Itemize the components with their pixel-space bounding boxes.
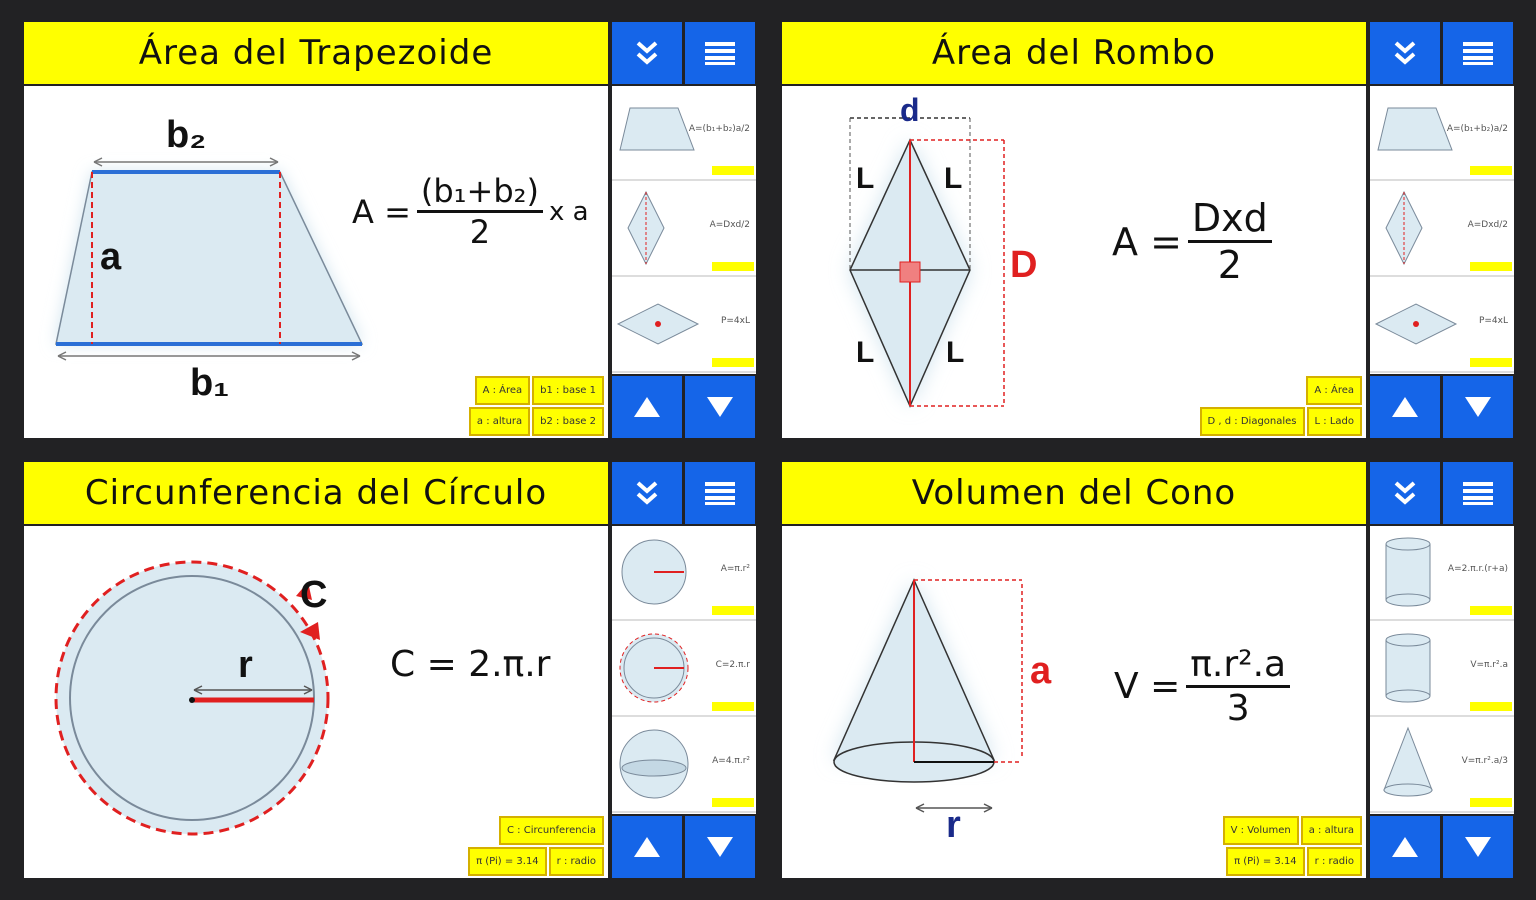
scroll-down-button[interactable] xyxy=(685,816,755,878)
double-chevron-down-icon xyxy=(634,39,660,67)
legend xyxy=(466,814,604,876)
thumbnail-list xyxy=(612,526,756,814)
thumbnail-label: C=2.π.r xyxy=(715,660,750,670)
formula-text: C = 2.π.r xyxy=(390,644,551,685)
thumbnail-circle-area[interactable] xyxy=(612,526,756,621)
label-b1: b₁ xyxy=(190,362,229,404)
thumbnail-list xyxy=(1370,86,1514,374)
thumbnail-label: A=π.r² xyxy=(720,564,750,574)
formula-denominator: 2 xyxy=(469,213,491,251)
formula-tail: x a xyxy=(548,196,589,227)
expand-button[interactable] xyxy=(1370,462,1440,524)
thumbnail-label: P=4xL xyxy=(720,316,750,326)
expand-button[interactable] xyxy=(1370,22,1440,84)
scroll-up-button[interactable] xyxy=(1370,376,1440,438)
double-chevron-down-icon xyxy=(1392,479,1418,507)
menu-icon xyxy=(1463,480,1493,506)
thumbnail-rhombus[interactable] xyxy=(1370,182,1514,277)
diagram-area xyxy=(782,526,1366,878)
legend-item: C : Circunferencia xyxy=(499,816,604,845)
legend-item: r : radio xyxy=(549,847,604,876)
arrow-up-icon xyxy=(1391,835,1419,859)
thumbnail-label: A=Dxd/2 xyxy=(709,220,750,230)
arrow-down-icon xyxy=(706,395,734,419)
formula-lhs: V = xyxy=(1114,666,1181,707)
legend-item: a : altura xyxy=(1301,816,1362,845)
thumbnail-circle-circumference[interactable] xyxy=(612,622,756,717)
thumbnail-trapezoid[interactable] xyxy=(612,86,756,181)
legend-item: π (Pi) = 3.14 xyxy=(468,847,547,876)
scroll-up-button[interactable] xyxy=(612,376,682,438)
legend xyxy=(1198,374,1362,436)
menu-icon xyxy=(1463,40,1493,66)
arrow-down-icon xyxy=(1464,835,1492,859)
thumbnail-label: A=(b₁+b₂)a/2 xyxy=(1446,124,1508,134)
legend-item: a : altura xyxy=(469,407,530,436)
label-small-diagonal: d xyxy=(900,92,920,128)
thumbnail-rhombus-perimeter[interactable] xyxy=(1370,278,1514,373)
thumbnail-trapezoid[interactable] xyxy=(1370,86,1514,181)
scroll-down-button[interactable] xyxy=(1443,376,1513,438)
menu-button[interactable] xyxy=(1443,462,1513,524)
card-title: Área del Trapezoide xyxy=(24,22,608,84)
thumbnail-rhombus[interactable] xyxy=(612,182,756,277)
legend-item: V : Volumen xyxy=(1223,816,1299,845)
label-side: L xyxy=(856,336,875,369)
label-big-diagonal: D xyxy=(1010,244,1038,286)
formula xyxy=(390,644,550,685)
arrow-up-icon xyxy=(633,395,661,419)
expand-button[interactable] xyxy=(612,22,682,84)
legend-item: r : radio xyxy=(1307,847,1362,876)
formula xyxy=(352,172,589,251)
diagram-area xyxy=(782,86,1366,438)
legend-item: D , d : Diagonales xyxy=(1200,407,1305,436)
arrow-down-icon xyxy=(706,835,734,859)
expand-button[interactable] xyxy=(612,462,682,524)
label-circumference: C xyxy=(300,574,328,616)
diagram-area xyxy=(24,526,608,878)
trapezoid-card xyxy=(24,22,756,438)
thumbnail-label: P=4xL xyxy=(1478,316,1508,326)
legend-item: π (Pi) = 3.14 xyxy=(1226,847,1305,876)
label-b2: b₂ xyxy=(166,114,207,156)
formula-lhs: A = xyxy=(1112,219,1182,264)
menu-icon xyxy=(705,40,735,66)
thumbnail-label: A=4.π.r² xyxy=(712,756,750,766)
legend xyxy=(1221,814,1362,876)
label-side: L xyxy=(946,336,965,369)
cone-card xyxy=(782,462,1514,878)
thumbnail-label: A=2.π.r.(r+a) xyxy=(1447,564,1508,574)
thumbnail-label: A=(b₁+b₂)a/2 xyxy=(688,124,750,134)
formula-fraction xyxy=(1186,644,1290,729)
menu-icon xyxy=(705,480,735,506)
label-radius: r xyxy=(946,804,961,846)
double-chevron-down-icon xyxy=(634,479,660,507)
thumbnail-cone[interactable] xyxy=(1370,718,1514,813)
formula xyxy=(1112,196,1278,287)
thumbnail-label: A=Dxd/2 xyxy=(1467,220,1508,230)
thumbnail-rhombus-perimeter[interactable] xyxy=(612,278,756,373)
scroll-down-button[interactable] xyxy=(1443,816,1513,878)
formula-numerator: Dxd xyxy=(1188,196,1272,243)
thumbnail-label: V=π.r².a xyxy=(1470,660,1508,670)
rhombus-card xyxy=(782,22,1514,438)
thumbnail-label: V=π.r².a/3 xyxy=(1461,756,1508,766)
label-radius: r xyxy=(238,644,253,686)
legend-item: b2 : base 2 xyxy=(532,407,604,436)
label-height: a xyxy=(100,236,122,278)
label-side: L xyxy=(944,162,963,195)
thumbnail-cylinder-volume[interactable] xyxy=(1370,622,1514,717)
thumbnail-list xyxy=(612,86,756,374)
arrow-down-icon xyxy=(1464,395,1492,419)
double-chevron-down-icon xyxy=(1392,39,1418,67)
arrow-up-icon xyxy=(1391,395,1419,419)
scroll-down-button[interactable] xyxy=(685,376,755,438)
card-title: Circunferencia del Círculo xyxy=(24,462,608,524)
card-title: Volumen del Cono xyxy=(782,462,1366,524)
scroll-up-button[interactable] xyxy=(612,816,682,878)
legend-item: A : Área xyxy=(475,376,531,405)
label-side: L xyxy=(856,162,875,195)
formula-denominator: 3 xyxy=(1226,688,1250,729)
arrow-up-icon xyxy=(633,835,661,859)
thumbnail-list xyxy=(1370,526,1514,814)
legend-item: A : Área xyxy=(1306,376,1362,405)
card-title: Área del Rombo xyxy=(782,22,1366,84)
menu-button[interactable] xyxy=(685,462,755,524)
formula-lhs: A = xyxy=(352,192,411,231)
diagram-area xyxy=(24,86,608,438)
menu-button[interactable] xyxy=(685,22,755,84)
scroll-up-button[interactable] xyxy=(1370,816,1440,878)
label-height: a xyxy=(1030,650,1052,692)
formula-fraction xyxy=(1188,196,1272,287)
legend-item: b1 : base 1 xyxy=(532,376,604,405)
formula-numerator: (b₁+b₂) xyxy=(417,172,543,213)
thumbnail-sphere[interactable] xyxy=(612,718,756,813)
formula xyxy=(1114,644,1296,729)
legend xyxy=(467,374,604,436)
menu-button[interactable] xyxy=(1443,22,1513,84)
formula-fraction xyxy=(417,172,543,251)
circle-card xyxy=(24,462,756,878)
legend-item: L : Lado xyxy=(1307,407,1362,436)
thumbnail-cylinder-area[interactable] xyxy=(1370,526,1514,621)
formula-denominator: 2 xyxy=(1217,243,1242,287)
formula-numerator: π.r².a xyxy=(1186,644,1290,688)
